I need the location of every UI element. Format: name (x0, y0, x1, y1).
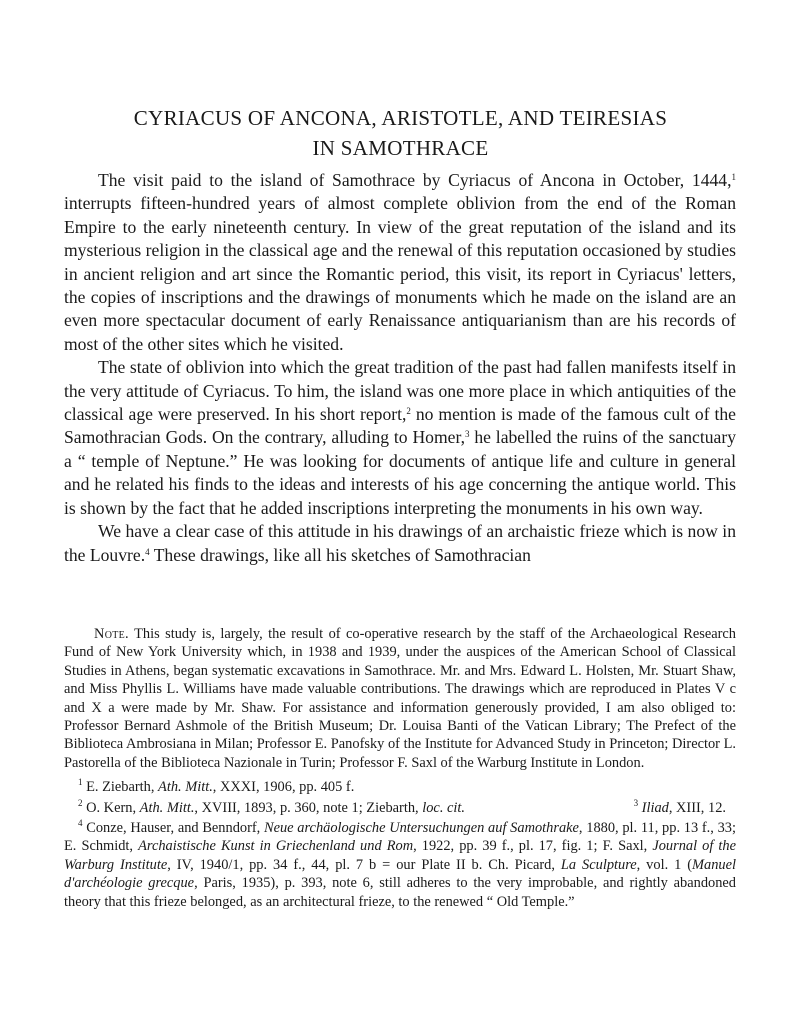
paragraph-text: The state of oblivion into which the great tradition of the past had fallen manifests itself in the very attitude of Cyriacus. To him, the island was one more place in which antiquities of the classical age were preserved. In his short report, (64, 357, 736, 425)
footnote-ref[interactable]: 4 (145, 546, 150, 557)
work-title: La Sculpture (560, 856, 637, 873)
footnote-text: , XIII, 12. (668, 799, 726, 816)
paragraph-text: These drawings, like all his sketches of Samothracian (149, 544, 531, 565)
paragraph-text: he labelled the ruins of the sanctuary a “ temple of Neptune.” He was looking for documents of antique life and culture in general and he related his finds to the ideas and interests of his age concerning the antique world. This is shown by the fact that he added inscriptions interpreting the monuments in his own way. (64, 427, 736, 518)
footnote-text: Conze, Hauser, and Benndorf, (82, 820, 264, 837)
title-line-1: CYRIACUS OF ANCONA, ARISTOTLE, AND TEIRESIAS (133, 106, 668, 130)
footnote-text: , XVIII, 1893, p. 360, note 1; Ziebarth, (194, 799, 423, 816)
footnote-text: , 1880, pl. 11, pp. 13 f., 33; E. Schmidt, (64, 820, 736, 855)
footnote-ref[interactable]: 3 (465, 429, 470, 440)
footnote-ref[interactable]: 2 (406, 406, 411, 417)
article-body (64, 169, 736, 567)
footnote-number: 2 (78, 797, 83, 808)
title-line-2: IN SAMOTHRACE (312, 136, 489, 160)
footnote-number: 4 (78, 818, 83, 829)
footnote-3 (634, 799, 726, 817)
footnote-1 (64, 778, 736, 796)
footnote-ref[interactable]: 1 (731, 172, 736, 182)
work-title: Archaistische Kunst in Griechenland und Rom (138, 838, 414, 855)
work-title: Manuel d'archéologie grecque (64, 856, 736, 892)
paragraph-text: The visit paid to the island of Samothrace by Cyriacus of Ancona in October, 1444, (98, 170, 732, 190)
work-title: Neue archäologische Untersuchungen auf Samothrake (264, 820, 579, 837)
paragraph-text: no mention is made of the famous cult of the Samothracian Gods. On the contrary, alluding to Homer, (64, 404, 736, 448)
paragraph-2 (64, 356, 736, 520)
paragraph-text: We have a clear case of this attitude in his drawings of an archaistic frieze which is now in the Louvre. (64, 521, 736, 565)
loc-cit: loc. cit. (422, 799, 465, 816)
footnote-number: 3 (633, 797, 639, 808)
footnote-text: , 1922, pp. 39 f., pl. 17, fig. 1; F. Saxl, (413, 838, 653, 855)
note-text: This study is, largely, the result of co-operative research by the staff of the Archaeological Research Fund of New York University which, in 1938 and 1939, under the auspices of the American School of Classical Studies in Athens, began systematic excavations in Samothrace. Mr. and Mrs. Edward L. Holsten, Mr. Stuart Shaw, and Miss Phyllis L. Williams have made valuable contributions. The drawings which are reproduced in Plates V c and X a were made by Mr. Shaw. For assistance and information generously provided, I am also obliged to: Professor Bernard Ashmole of the British Museum; Dr. Louisa Banti of the Vatican Library; The Prefect of the Biblioteca Ambrosiana in Milan; Professor E. Panofsky of the Institute for Advanced Study in Princeton; Director L. Pastorella of the Biblioteca Nazionale in Turin; Professor F. Saxl of the Warburg Institute in London. (64, 626, 736, 771)
footnote-text: , vol. 1 ( (636, 856, 693, 873)
notes-section (64, 625, 736, 911)
work-title: Iliad (638, 799, 669, 816)
paragraph-text: interrupts fifteen-hundred years of almost complete oblivion from the end of the Roman Empire to the early nineteenth century. In view of the great reputation of the island and its mysterious religion in the classical age and the renewal of this reputation occasioned by studies in ancient religion and art since the Romantic period, this visit, its report in Cyriacus' letters, the copies of inscriptions and the drawings of monuments which he made on the island are an even more spectacular document of early Renaissance antiquarianism than are his records of most of the other sites which he visited. (64, 193, 736, 354)
footnote-number: 1 (78, 777, 83, 788)
journal-title: Ath. Mitt. (139, 799, 195, 816)
footnote-text: E. Ziebarth, (82, 779, 159, 796)
paragraph-3 (64, 520, 736, 567)
footnote-text: , IV, 1940/1, pp. 34 f., 44, pl. 7 b = our Plate II b. Ch. Picard, (167, 856, 561, 873)
paragraph-1 (64, 169, 736, 356)
author-note (64, 625, 736, 772)
note-label: Note. (94, 626, 129, 642)
footnote-text: , XXXI, 1906, pp. 405 f. (212, 779, 355, 796)
footnote-2 (64, 799, 736, 817)
footnote-text: O. Kern, (82, 799, 140, 816)
footnote-text: , Paris, 1935), p. 393, note 6, still adheres to the very improbable, and rightly abandoned theory that this frieze belonged, as an architectural frieze, to the renewed “ Old Temple.” (64, 875, 736, 910)
footnote-4 (64, 819, 736, 911)
article-title (60, 103, 741, 163)
work-title: Journal of the Warburg Institute (64, 838, 736, 873)
journal-title: Ath. Mitt. (158, 779, 213, 796)
